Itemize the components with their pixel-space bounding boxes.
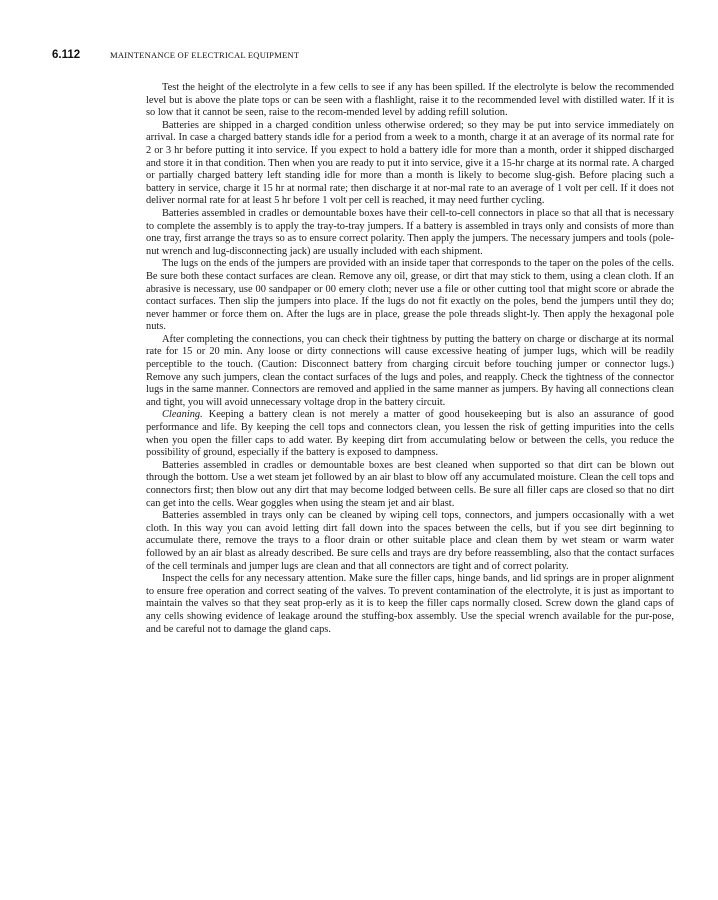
cleaning-run-in-heading: Cleaning.: [162, 409, 203, 421]
paragraph-inspection: Inspect the cells for any necessary attention. Make sure the filler caps, hinge bands, and lid springs are in proper alignment to ensure free operation and correct seating of the valves. To prevent contamination of the electrolyte, it is just as important to maintain the valves so that they seat prop-erly as it is to keep the filler caps normally closed. Screw down the gland caps of any cells showing evidence of leakage around the stuffing-box assembly. Use the special wrench available for the pur-pose, and be careful not to damage the gland caps.: [146, 573, 674, 635]
paragraph-cradle-cleaning: Batteries assembled in cradles or demountable boxes are best cleaned when supported so that dirt can be blown out through the bottom. Use a wet steam jet followed by an air blast to blow off any accumulated moisture. Clean the cell tops and connectors first; then blow out any dirt that may become lodged between cells. Be sure all filler caps are closed so that no dirt can get into the cells. Wear goggles when using the steam jet and air blast.: [146, 459, 674, 509]
page-header: [52, 49, 672, 65]
paragraph-assembly: Batteries assembled in cradles or demountable boxes have their cell-to-cell connectors in place so that all that is necessary to complete the assembly is to apply the tray-to-tray jumpers. If a battery is assembled in trays only and consists of more than one tray, first arrange the trays so as to ensure correct polarity. Then apply the jumpers. The necessary jumpers and tools (pole-nut wrench and lug-disconnecting jack) are usually included with each shipment.: [146, 207, 674, 257]
paragraph-cleaning: [146, 409, 674, 459]
paragraph-tray-cleaning: Batteries assembled in trays only can be cleaned by wiping cell tops, connectors, and jumpers occasionally with a wet cloth. In this way you can avoid letting dirt fall down into the spaces between the cells, but if you see dirt beginning to accumulate there, remove the trays to a floor drain or other suitable place and clean them by wet steam or warm water followed by an air blast as already described. Be sure cells and trays are dry before reassembling, also that the contact surfaces of the cell terminals and jumper lugs are clean and that all connectors are tight and of correct polarity.: [146, 510, 674, 572]
cleaning-text: Keeping a battery clean is not merely a matter of good housekeeping but is also an assurance of good performance and life. By keeping the cell tops and connectors clean, you lessen the risk of getting impurities into the cells when you open the filler caps to add water. By keeping dirt from accumulating below or between the cells, you reduce the possibility of ground, especially if the battery is exposed to dampness.: [146, 409, 674, 459]
paragraph-shipping-condition: Batteries are shipped in a charged condition unless otherwise ordered; so they may be put into service immediately on arrival. In case a charged battery stands idle for a period from a week to a month, charge it at an average of its normal rate for 2 or 3 hr before putting it into service. If you expect to hold a battery idle for more than a month, order it shipped discharged and store it in that condition. Then when you are ready to put it into service, give it a 15-hr charge at its normal rate. A charged or partially charged battery left standing idle for more than a month is likely to become slug-gish. Before placing such a battery in service, charge it 15 hr at normal rate; then discharge it at nor-mal rate to an average of 1 volt per cell. If it does not deliver normal rate for at least 5 hr before 1 volt per cell is reached, it may need further cycling.: [146, 119, 674, 207]
paragraph-electrolyte-level: Test the height of the electrolyte in a few cells to see if any has been spilled. If the electrolyte is below the recommended level but is above the plate tops or can be seen with a flashlight, raise it to the recommended level with distilled water. If it is so low that it cannot be seen, raise to the recom-mended level by adding refill solution.: [146, 82, 674, 119]
paragraph-jumper-lugs: The lugs on the ends of the jumpers are provided with an inside taper that corresponds to the taper on the poles of the cells. Be sure both these contact surfaces are clean. Remove any oil, grease, or dirt that may stick to them, using a clean cloth. If an abrasive is necessary, use 00 sandpaper or 00 emery cloth; never use a file or other cutting tool that might score or abrade the contact surfaces. Then slip the jumpers into place. If the lugs do not fit exactly on the poles, bend the jumpers until they do; never hammer or force them on. After the lugs are in place, grease the pole threads slight-ly. Then apply the hexagonal pole nuts.: [146, 258, 674, 333]
page-number: 6.112: [52, 49, 81, 61]
running-head: MAINTENANCE OF ELECTRICAL EQUIPMENT: [110, 50, 300, 60]
paragraph-connection-check: After completing the connections, you can check their tightness by putting the battery on charge or discharge at its normal rate for 15 or 20 min. Any loose or dirty connections will cause excessive heating of jumper lugs, which will be readily perceptible to the touch. (Caution: Disconnect battery from charging circuit before touching jumper or connector lugs.) Remove any such jumpers, clean the contact surfaces of the lugs and poles, and reapply. Check the tightness of the connector lugs in the same manner. Connectors are removed and applied in the same manner as jumpers. By having all connections clean and tight, you will avoid unnecessary voltage drop in the battery circuit.: [146, 333, 674, 408]
body-text: [146, 82, 674, 636]
